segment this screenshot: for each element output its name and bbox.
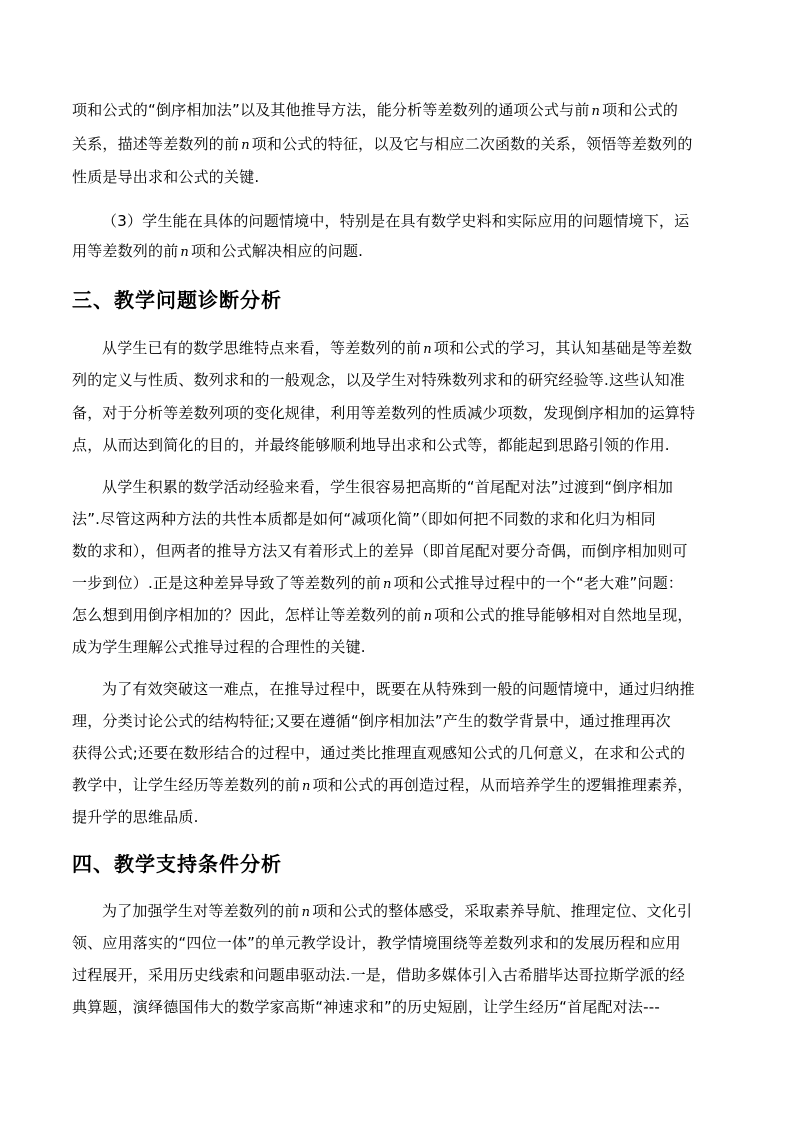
text-line: 数的求和），但两者的推导方法又有着形式上的差异（即首尾配对要分奇偶，而倒序相加则可 bbox=[72, 542, 688, 560]
text-line: 典算题，演绎德国伟大的数学家高斯“神速求和”的历史短剧，让学生经历“首尾配对法--- bbox=[72, 998, 660, 1016]
text-line: 用等差数列的前 n 项和公式解决相应的问题. bbox=[72, 242, 364, 260]
text-line: 从学生已有的数学思维特点来看，等差数列的前 n 项和公式的学习，其认知基础是等差数 bbox=[102, 339, 693, 357]
text-line: 怎么想到用倒序相加的？因此，怎样让等差数列的前 n 项和公式的推导能够相对自然地呈现， bbox=[72, 606, 693, 624]
text-line: 关系，描述等差数列的前 n 项和公式的特征，以及它与相应二次函数的关系，领悟等差数列的 bbox=[72, 135, 693, 153]
text-line: （3）学生能在具体的问题情境中，特别是在具有数学史料和实际应用的问题情境下，运 bbox=[102, 212, 690, 230]
text-line: 提升学的思维品质. bbox=[72, 808, 199, 826]
text-line: 备，对于分析等差数列项的变化规律，利用等差数列的性质减少项数，发现倒序相加的运算特 bbox=[72, 404, 696, 422]
text-line: 获得公式;还要在数形结合的过程中，通过类比推理直观感知公式的几何意义，在求和公式的 bbox=[72, 744, 686, 762]
text-line: 教学中，让学生经历等差数列的前 n 项和公式的再创造过程，从而培养学生的逻辑推理素养， bbox=[72, 776, 693, 794]
section-heading: 四、教学支持条件分析 bbox=[72, 852, 282, 876]
text-line: 为了有效突破这一难点，在推导过程中，既要在从特殊到一般的问题情境中，通过归纳推 bbox=[102, 680, 695, 698]
text-line: 为了加强学生对等差数列的前 n 项和公式的整体感受，采取素养导航、推理定位、文化引 bbox=[102, 902, 693, 920]
text-line: 点，从而达到简化的目的，并最终能够顺利地导出求和公式等，都能起到思路引领的作用. bbox=[72, 436, 670, 454]
text-line: 性质是导出求和公式的关键. bbox=[72, 168, 260, 186]
text-line: 领、应用落实的“四位一体”的单元教学设计，教学情境围绕等差数列求和的发展历程和应用 bbox=[72, 934, 681, 952]
text-line: 列的定义与性质、数列求和的一般观念，以及学生对特殊数列求和的研究经验等.这些认知准 bbox=[72, 371, 685, 389]
text-line: 法”.尽管这两种方法的共性本质都是如何“减项化简”（即如何把不同数的求和化归为相同 bbox=[72, 510, 656, 528]
section-heading: 三、教学问题诊断分析 bbox=[72, 288, 282, 312]
text-line: 一步到位）.正是这种差异导致了等差数列的前 n 项和公式推导过程中的一个“老大难”问题： bbox=[72, 574, 684, 592]
text-line: 过程展开，采用历史线索和问题串驱动法.一是，借助多媒体引入古希腊毕达哥拉斯学派的经 bbox=[72, 966, 685, 984]
text-line: 从学生积累的数学活动经验来看，学生很容易把高斯的“首尾配对法”过渡到“倒序相加 bbox=[102, 478, 674, 496]
text-line: 项和公式的“倒序相加法”以及其他推导方法，能分析等差数列的通项公式与前 n 项和公式的 bbox=[72, 101, 679, 119]
text-line: 理，分类讨论公式的结构特征;又要在遵循“倒序相加法”产生的数学背景中，通过推理再次 bbox=[72, 712, 671, 730]
text-line: 成为学生理解公式推导过程的合理性的关键. bbox=[72, 638, 366, 656]
